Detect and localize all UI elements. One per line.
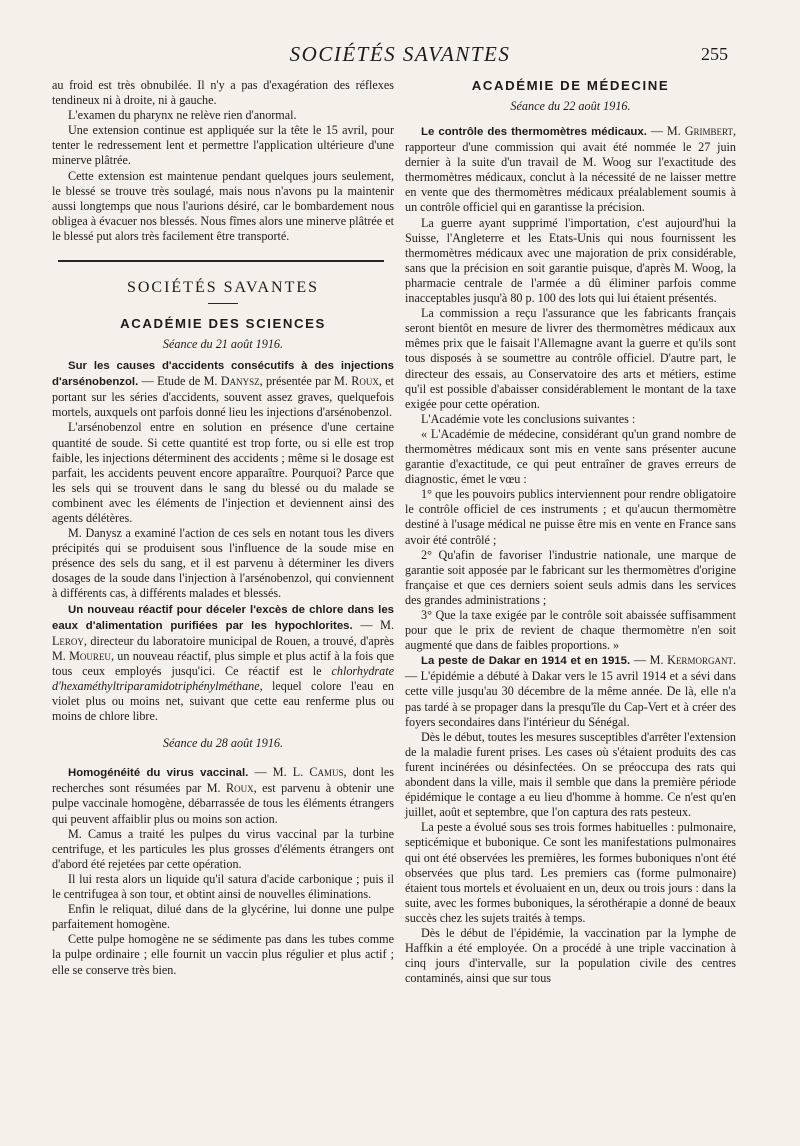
article-paragraph: Le contrôle des thermomètres médicaux. — M. Grimbert, rapporteur d'une commission qui avait été nommée le 27 juin dernier à la suite d'un travail de M. Woog sur l'exactitude des thermomètres médicaux, conclut à la nécessité de ne laisser mettre en vente que des thermomètres médicaux préalablement soumis à un contrôle officiel qui en garantisse la précision. bbox=[405, 124, 736, 215]
article-paragraph: Sur les causes d'accidents consécutifs à des injections d'arsénobenzol. — Etude de M. Danysz, présentée par M. Roux, et portant sur les séries d'accidents, souvent assez graves, quelquefois mortels, auxquels ont parfois donné lieu les injections d'arsénobenzol. bbox=[52, 360, 394, 420]
running-title: SOCIÉTÉS SAVANTES bbox=[289, 42, 511, 66]
article-lede: Sur les causes d'accidents consécutifs à des injections d'arsénobenzol. bbox=[52, 360, 394, 389]
title-underline bbox=[208, 303, 238, 304]
article-paragraph: Cette pulpe homogène ne se sédimente pas dans les tubes comme la pulpe ordinaire ; elle fournit un vaccin plus régulier et plus actif ; elle se conserve très bien. bbox=[52, 932, 394, 977]
resolution-paragraph: 2° Qu'afin de favoriser l'industrie nationale, une marque de garantie soit apposée par le fabricant sur les thermomètres d'origine française et que ces derniers soient seuls admis dans les services des grandes administrations ; bbox=[405, 547, 736, 607]
running-head bbox=[0, 42, 800, 72]
page-number: 255 bbox=[701, 44, 728, 64]
left-column bbox=[52, 78, 394, 978]
article-lede: Le contrôle des thermomètres médicaux. bbox=[421, 126, 647, 138]
person-name: Camus bbox=[309, 765, 344, 780]
person-name: Kermorgant bbox=[667, 653, 733, 668]
session-date: Séance du 22 août 1916. bbox=[510, 99, 631, 113]
article-paragraph: Il lui resta alors un liquide qu'il satura d'acide carbonique ; puis il le centrifugea à son tour, et obtint ainsi de nouvelles éliminations. bbox=[52, 871, 394, 902]
continued-paragraph: au froid est très obnubilée. Il n'y a pas d'exagération des réflexes tendineux ni à droite, ni à gauche. bbox=[52, 78, 394, 108]
continued-paragraph: Cette extension est maintenue pendant quelques jours seulement, le blessé se trouve très soulagé, mais nous n'avons pu la maintenir aussi longtemps que nous l'aurions désiré, car le bombardement nous obligea à évacuer nos blessés. Nous fîmes alors une minerve plâtrée et le blessé put alors très facilement être transporté. bbox=[52, 168, 394, 243]
person-name: Grimbert bbox=[684, 124, 733, 138]
person-name: Leroy bbox=[52, 633, 84, 648]
section-divider bbox=[58, 260, 384, 262]
article-paragraph: La peste a évolué sous ses trois formes habituelles : pulmonaire, septicémique et bubonique. Ce sont les manifestations pulmonaires qui ont été observées les premières, les formes buboniques n'ont été observées que plus tard. Les premiers cas (forme pulmonaire) étaient tous mortels et évoluaient en un, deux ou trois jours : dans la suite, avec les formes buboniques, la sérothérapie a donné de beaux succès chez les sujets traités à temps. bbox=[405, 820, 736, 925]
person-name: Roux bbox=[351, 374, 379, 389]
continued-paragraph: Une extension continue est appliquée sur la tête le 15 avril, pour tenter le redressement lent et permettre l'application ultérieure d'une minerve plâtrée. bbox=[52, 123, 394, 168]
article-lede: La peste de Dakar en 1914 et en 1915. bbox=[421, 655, 631, 668]
article-paragraph: M. Danysz a examiné l'action de ces sels en notant tous les divers précipités qui se produisent sous l'influence de la soude mise en présence des sels du sang, et il est parvenu à déterminer les divers dosages de la soude dans l'injection à l'arsénobenzol, qui conviennent à différents cas, à différents malades et blessés. bbox=[52, 526, 394, 601]
person-name: Danysz bbox=[220, 374, 260, 389]
person-name: Moureu bbox=[69, 648, 111, 663]
article-paragraph: Dès le début de l'épidémie, la vaccination par la lymphe de Haffkin a été employée. On a procédé à une triple vaccination à cinq jours d'intervalle, sur la population civile des centres contaminés, ainsi que sur tous bbox=[405, 925, 736, 986]
session-date: Séance du 21 août 1916. bbox=[162, 337, 284, 352]
article-paragraph: Un nouveau réactif pour déceler l'excès de chlore dans les eaux d'alimentation purifiées par les hypochlorites. — M. Leroy, directeur du laboratoire municipal de Rouen, a trouvé, d'après M. Moureu, un nouveau réactif, plus simple et plus actif à la fois que tous ceux employés jusqu'ici. Ce réactif est le chlorhydrate d'hexaméthyltriparamidotriphénylméthane, lequel colore l'eau en violet plus ou moins net, suivant que cette eau renferme plus ou moins de chlore libre. bbox=[52, 603, 394, 724]
article-paragraph: Dès le début, toutes les mesures susceptibles d'arrêter l'extension de la maladie furent prises. Les cases où s'étaient produits des cas furent incinérées ou désinfectées. On se préoccupa des rats qui abondent dans la ville, mais il semble que dans la première période épidémique le contage a eu lieu d'homme à homme. Ce n'est qu'en juillet, août et septembre, que l'on captura des rats pesteux. bbox=[405, 729, 736, 820]
article-lede: Homogénéité du virus vaccinal. bbox=[68, 767, 249, 780]
article-paragraph: La guerre ayant supprimé l'importation, c'est aujourd'hui la Suisse, l'Angleterre et les Etats-Unis qui nous fournissent les thermomètres médicaux avec une majoration de prix considérable, sans que la précision en soit garantie puisque, d'après M. Woog, la pharmacie centrale de l'armée a dû éliminer parfois comme inacceptables jusqu'à 80 p. 100 des lots qui lui étaient présentés. bbox=[405, 215, 736, 306]
person-name: Roux bbox=[226, 781, 254, 796]
section-title: SOCIÉTÉS SAVANTES bbox=[126, 279, 320, 297]
article-paragraph: L'Académie vote les conclusions suivantes : bbox=[421, 411, 636, 426]
article-paragraph: L'arsénobenzol entre en solution en présence d'une certaine quantité de soude. Si cette quantité est trop forte, ou si elle est trop faible, les injections déterminent des accidents ; même si le dosage est parfait, les accidents peuvent encore apparaître. Pourquoi? Parce que les sels qui se trouvent dans le sang du blessé ou du malade se combinent avec les éléments de l'injection et deviennent ainsi des agents délétères. bbox=[52, 420, 394, 525]
resolution-paragraph: 1° que les pouvoirs publics interviennent pour rendre obligatoire le contrôle officiel de ces instruments ; et qu'aucun thermomètre destiné à l'usage médical ne puisse être mis en vente en France sans avoir été contrôlé ; bbox=[405, 487, 736, 547]
academy-heading: ACADÉMIE DE MÉDECINE bbox=[471, 78, 670, 93]
article-paragraph: Homogénéité du virus vaccinal. — M. L. Camus, dont les recherches sont résumées par M. Roux, est parvenu à obtenir une pulpe vaccinale homogène, débarrassée de tous les éléments étrangers qui peuvent affaiblir plus ou moins son action. bbox=[52, 765, 394, 826]
resolution-paragraph: 3° Que la taxe exigée par le contrôle soit abaissée suffisamment pour que le prix de revient de chaque thermomètre n'en soit augmenté que dans de faibles proportions. » bbox=[405, 608, 736, 653]
article-lede: Un nouveau réactif pour déceler l'excès de chlore dans les eaux d'alimentation purifiées par les hypochlorites. bbox=[52, 603, 394, 632]
article-paragraph: La commission a reçu l'assurance que les fabricants français seront bientôt en mesure de livrer des thermomètres médicaux aux mêmes prix que le faisait l'Allemagne avant la guerre et qu'ils sont tous disposés à se soumettre au contrôle officiel. D'autre part, le directeur des essais, au Conservatoire des arts et métiers, estime qu'il est possible d'abaisser considérablement le montant de la taxe exigée pour cette opération. bbox=[405, 306, 736, 411]
article-paragraph: M. Camus a traité les pulpes du virus vaccinal par la turbine centrifuge, et les particules les plus grosses d'éléments étrangers ont d'abord été rejetées par cette opération. bbox=[52, 826, 394, 871]
resolution-paragraph: « L'Académie de médecine, considérant qu'un grand nombre de thermomètres médicaux sont mis en vente sans présenter aucune garantie d'exactitude, ce qui peut entraîner de graves erreurs de diagnostic, émet le vœu : bbox=[405, 426, 736, 487]
article-paragraph: Enfin le reliquat, dilué dans de la glycérine, lui donne une pulpe parfaitement homogène. bbox=[52, 902, 394, 932]
session-date: Séance du 28 août 1916. bbox=[162, 736, 284, 751]
chemical-name: chlorhydrate d'hexaméthyltriparamidotriphénylméthane bbox=[52, 663, 394, 693]
article-paragraph: La peste de Dakar en 1914 et en 1915. — M. Kermorgant. — L'épidémie a débuté à Dakar vers le 15 avril 1914 et a sévi dans cette ville jusqu'au 30 décembre de la même année. De là, elle n'a pas tardé à se propager dans la presqu'île du Cap-Vert et à créer des foyers secondaires dans l'intérieur du Sénégal. bbox=[405, 653, 736, 729]
academy-heading: ACADÉMIE DES SCIENCES bbox=[120, 316, 326, 332]
continued-paragraph: L'examen du pharynx ne relève rien d'anormal. bbox=[68, 108, 297, 123]
right-column bbox=[405, 78, 736, 986]
